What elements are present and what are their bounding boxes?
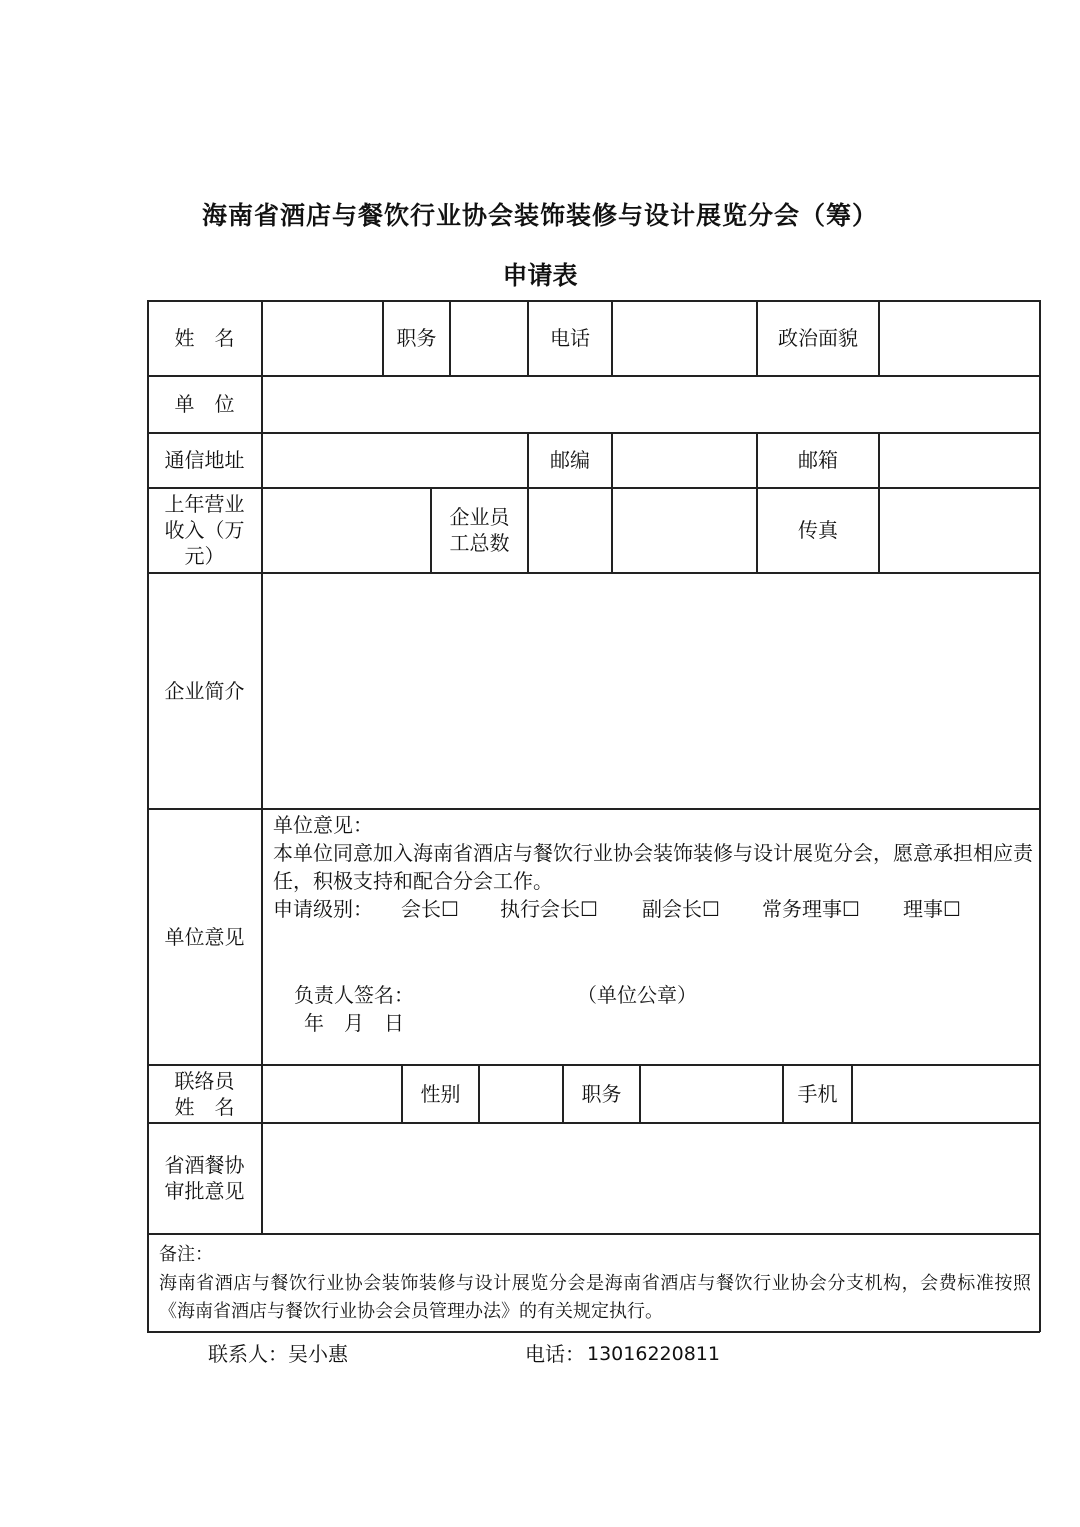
field-liaison-name[interactable] xyxy=(263,1065,401,1122)
document-subtitle: 申请表 xyxy=(502,261,578,290)
row-divider xyxy=(147,1233,1040,1235)
label-position: 职务 xyxy=(396,326,437,350)
field-postcode[interactable] xyxy=(613,433,756,487)
field-phone[interactable] xyxy=(613,301,756,375)
table-border-bottom xyxy=(147,1331,1040,1333)
label-liaison xyxy=(148,1065,261,1122)
table-border-right xyxy=(1039,300,1041,1332)
label-unit: 单 位 xyxy=(174,392,235,416)
footer-phone-number: 13016220811 xyxy=(587,1343,720,1365)
level-option-executive-president[interactable]: 执行会长☐ xyxy=(500,897,598,921)
label-liaison-position: 职务 xyxy=(581,1081,622,1106)
field-liaison-position[interactable] xyxy=(641,1065,782,1122)
label-postcode: 邮编 xyxy=(550,448,590,472)
label-liaison-line2: 姓 名 xyxy=(174,1094,235,1119)
level-option-director[interactable]: 理事☐ xyxy=(903,897,961,921)
label-revenue xyxy=(148,488,261,572)
signature-label: 负责人签名： xyxy=(294,983,414,1007)
label-unit-opinion: 单位意见 xyxy=(164,924,245,949)
footer-phone-label: 电话： xyxy=(525,1342,585,1366)
opinion-statement: 本单位同意加入海南省酒店与餐饮行业协会装饰装修与设计展览分会，愿意承担相应责任，积极支持和配合分会工作。 xyxy=(273,841,1033,893)
field-profile[interactable] xyxy=(263,573,1039,808)
row-divider xyxy=(147,808,1040,810)
label-revenue-line3: 元） xyxy=(184,544,225,568)
remarks-heading: 备注： xyxy=(159,1244,213,1265)
field-unit[interactable] xyxy=(263,376,1039,432)
field-email[interactable] xyxy=(880,433,1039,487)
field-approval[interactable] xyxy=(263,1123,1039,1233)
label-address: 通信地址 xyxy=(164,448,245,472)
document-title: 海南省酒店与餐饮行业协会装饰装修与设计展览分会（筹） xyxy=(201,201,878,230)
label-staff-count xyxy=(432,488,527,572)
field-gender[interactable] xyxy=(480,1065,562,1122)
signature-date: 年 月 日 xyxy=(304,1011,404,1035)
label-approval xyxy=(148,1123,261,1233)
field-staff-extra[interactable] xyxy=(613,488,756,572)
field-staff-count[interactable] xyxy=(529,488,611,572)
label-staff-line2: 工总数 xyxy=(449,531,510,555)
field-mobile[interactable] xyxy=(853,1065,1039,1122)
field-name[interactable] xyxy=(263,301,382,375)
label-approval-line1: 省酒餐协 xyxy=(164,1153,245,1177)
footer-contact: 联系人：吴小惠 xyxy=(208,1342,348,1366)
application-level-label: 申请级别： xyxy=(273,897,373,921)
field-position[interactable] xyxy=(451,301,527,375)
field-revenue[interactable] xyxy=(263,488,430,572)
label-phone: 电话 xyxy=(550,326,590,350)
label-mobile: 手机 xyxy=(797,1081,838,1106)
level-option-president[interactable]: 会长☐ xyxy=(401,897,459,921)
label-approval-line2: 审批意见 xyxy=(164,1179,245,1203)
label-email: 邮箱 xyxy=(798,448,838,472)
opinion-heading: 单位意见： xyxy=(273,813,373,837)
unit-seal-label: （单位公章） xyxy=(577,983,697,1007)
field-fax[interactable] xyxy=(880,488,1039,572)
field-address[interactable] xyxy=(263,433,527,487)
label-liaison-line1: 联络员 xyxy=(174,1068,235,1093)
label-staff-line1: 企业员 xyxy=(449,505,510,529)
label-revenue-line1: 上年营业 xyxy=(164,492,245,516)
field-political-status[interactable] xyxy=(880,301,1039,375)
level-option-executive-director[interactable]: 常务理事☐ xyxy=(762,897,860,921)
label-political-status: 政治面貌 xyxy=(778,326,858,350)
label-gender: 性别 xyxy=(420,1081,461,1106)
label-revenue-line2: 收入（万 xyxy=(164,518,245,542)
label-fax: 传真 xyxy=(798,518,838,542)
label-profile: 企业简介 xyxy=(164,678,245,703)
level-option-vice-president[interactable]: 副会长☐ xyxy=(642,897,720,921)
remarks-text: 海南省酒店与餐饮行业协会装饰装修与设计展览分会是海南省酒店与餐饮行业协会分支机构，会费标准按照《海南省酒店与餐饮行业协会会员管理办法》的有关规定执行。 xyxy=(159,1273,1031,1322)
label-name: 姓 名 xyxy=(174,326,235,350)
